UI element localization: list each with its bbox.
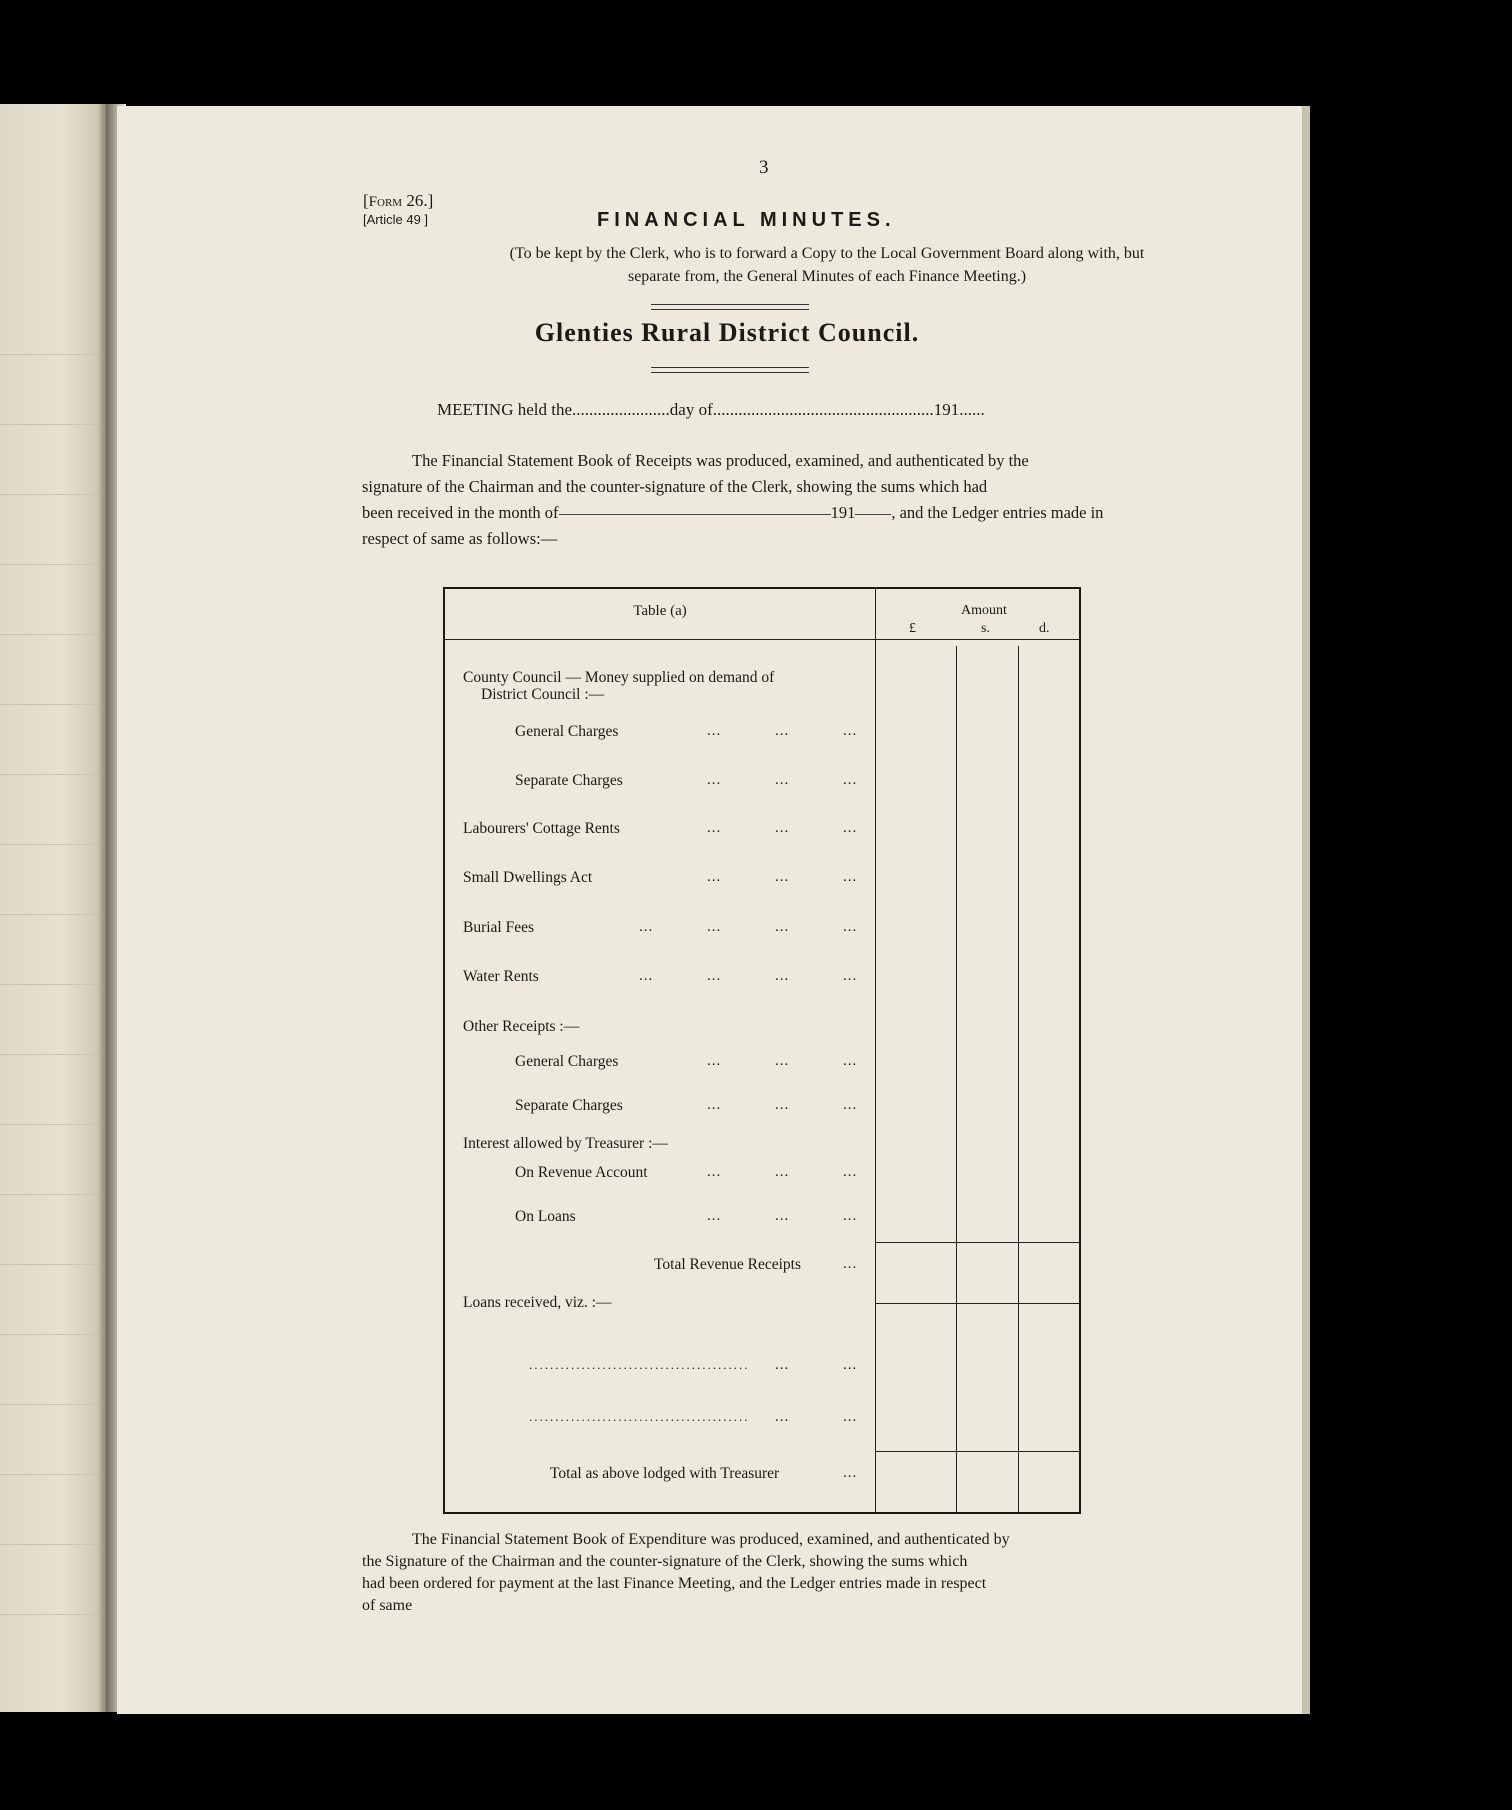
leader-dots: ... (707, 1053, 722, 1069)
leader-dots: ... (843, 1208, 858, 1224)
ruled-line (0, 1474, 100, 1475)
leader-dots: ... (775, 820, 790, 836)
leader-dots: ... (707, 772, 722, 788)
column-pence: d. (1039, 621, 1050, 636)
leader-dots: ... (775, 968, 790, 984)
leader-dots: ... (775, 869, 790, 885)
ruled-line (0, 354, 100, 355)
ruled-line (0, 774, 100, 775)
table-header-amount: Amount (961, 603, 1007, 618)
leader-dots: ... (707, 919, 722, 935)
leader-dots: ... (775, 1053, 790, 1069)
leader-dots: ... (707, 723, 722, 739)
ruled-line (0, 704, 100, 705)
subtotal-rule (875, 1242, 1079, 1243)
ruled-line (0, 1054, 100, 1055)
table-header-item: Table (a) (633, 603, 687, 619)
ruled-line (0, 494, 100, 495)
leader-dots: ... (775, 772, 790, 788)
row-on-loans: On Loans (515, 1208, 576, 1225)
blank-entry-line: .......................................... (529, 1409, 750, 1424)
leader-dots: ... (775, 1409, 790, 1425)
receipts-paragraph: The Financial Statement Book of Receipts was produced, examined, and authenticated by the signature of the Chairman and the counter-signature of the Clerk, showing the sums which had been received in the month of 191 , and the Ledger entries made in respect of same as follows:— (362, 451, 1104, 548)
row-interest: Interest allowed by Treasurer :— (463, 1135, 668, 1152)
row-other-receipts: Other Receipts :— (463, 1018, 580, 1035)
leader-dots: ... (775, 1164, 790, 1180)
leader-dots: ... (639, 968, 654, 984)
leader-dots: ... (843, 968, 858, 984)
subtotal-rule (875, 1303, 1079, 1304)
leader-dots: ... (843, 772, 858, 788)
document-page (117, 106, 1310, 1714)
ruled-line (0, 1124, 100, 1125)
leader-dots: ... (843, 1357, 858, 1373)
leader-dots: ... (843, 723, 858, 739)
leader-dots: ... (843, 1465, 858, 1481)
row-county-council-cont: District Council :— (481, 686, 605, 703)
row-revenue-account: On Revenue Account (515, 1164, 648, 1181)
ruled-line (0, 564, 100, 565)
leader-dots: ... (843, 820, 858, 836)
year-blank (855, 514, 891, 515)
row-total-lodged: Total as above lodged with Treasurer (550, 1465, 780, 1482)
ruled-line (0, 844, 100, 845)
leader-dots: ... (639, 919, 654, 935)
leader-dots: ... (707, 1208, 722, 1224)
ruled-line (0, 1264, 100, 1265)
article-reference: [Article 49 ] (363, 212, 429, 227)
row-water-rents: Water Rents (463, 968, 539, 985)
ruled-line (0, 424, 100, 425)
leader-dots: ... (775, 1208, 790, 1224)
page-number: 3 (759, 157, 769, 178)
leader-dots: ... (707, 1164, 722, 1180)
ruled-line (0, 1404, 100, 1405)
leader-dots: ... (843, 1097, 858, 1113)
row-general-charges: General Charges (515, 723, 619, 740)
leader-dots: ... (843, 869, 858, 885)
leader-dots: ... (707, 968, 722, 984)
leader-dots: ... (775, 1097, 790, 1113)
column-pounds: £ (909, 621, 916, 636)
row-burial-fees: Burial Fees (463, 919, 535, 936)
column-divider (1018, 646, 1019, 1512)
leader-dots: ... (843, 919, 858, 935)
row-loans-received: Loans received, viz. :— (463, 1294, 612, 1311)
leader-dots: ... (843, 1409, 858, 1425)
column-divider (956, 646, 957, 1512)
ruled-line (0, 1614, 100, 1615)
column-shillings: s. (981, 621, 990, 636)
council-name: Glenties Rural District Council. (534, 318, 920, 347)
total-rule (875, 1451, 1079, 1452)
ruled-line (0, 1334, 100, 1335)
leader-dots: ... (707, 1097, 722, 1113)
row-small-dwellings-act: Small Dwellings Act (463, 869, 593, 886)
divider (651, 367, 809, 373)
leader-dots: ... (775, 1357, 790, 1373)
expenditure-paragraph: The Financial Statement Book of Expenditure was produced, examined, and authenticated by the Signature of the Chairman and the counter-signature of the Clerk, showing the sums which had been ordered for payment at the last Finance Meeting, and the Ledger entries made in respect of same (362, 1531, 1010, 1614)
ruled-line (0, 984, 100, 985)
receipts-table (443, 587, 1081, 1514)
row-labourers-cottage-rents: Labourers' Cottage Rents (463, 820, 620, 837)
form-reference: [Form 26.] (363, 191, 434, 210)
ruled-line (0, 634, 100, 635)
column-divider (875, 589, 876, 1512)
leader-dots: ... (843, 1256, 858, 1272)
ruled-line (0, 914, 100, 915)
leader-dots: ... (707, 820, 722, 836)
ruled-line (0, 1544, 100, 1545)
row-other-separate-charges: Separate Charges (515, 1097, 623, 1114)
leader-dots: ... (843, 1053, 858, 1069)
row-separate-charges: Separate Charges (515, 772, 623, 789)
left-facing-page (0, 104, 106, 1712)
page-title: FINANCIAL MINUTES. (597, 209, 896, 231)
divider (651, 304, 809, 310)
month-blank (559, 514, 831, 515)
header-rule (445, 639, 1079, 640)
leader-dots: ... (843, 1164, 858, 1180)
leader-dots: ... (707, 869, 722, 885)
leader-dots: ... (775, 723, 790, 739)
row-other-general-charges: General Charges (515, 1053, 619, 1070)
row-total-revenue-receipts: Total Revenue Receipts (654, 1256, 801, 1273)
ruled-line (0, 1194, 100, 1195)
meeting-line: MEETING held the.......................day of....................................................191...... (437, 400, 985, 419)
leader-dots: ... (775, 919, 790, 935)
blank-entry-line: .......................................... (529, 1357, 750, 1372)
subtitle: (To be kept by the Clerk, who is to forward a Copy to the Local Government Board along with, but separate from, the General Minutes of each Finance Meeting.) (509, 245, 1145, 285)
row-county-council: County Council — Money supplied on demand of (463, 669, 775, 686)
